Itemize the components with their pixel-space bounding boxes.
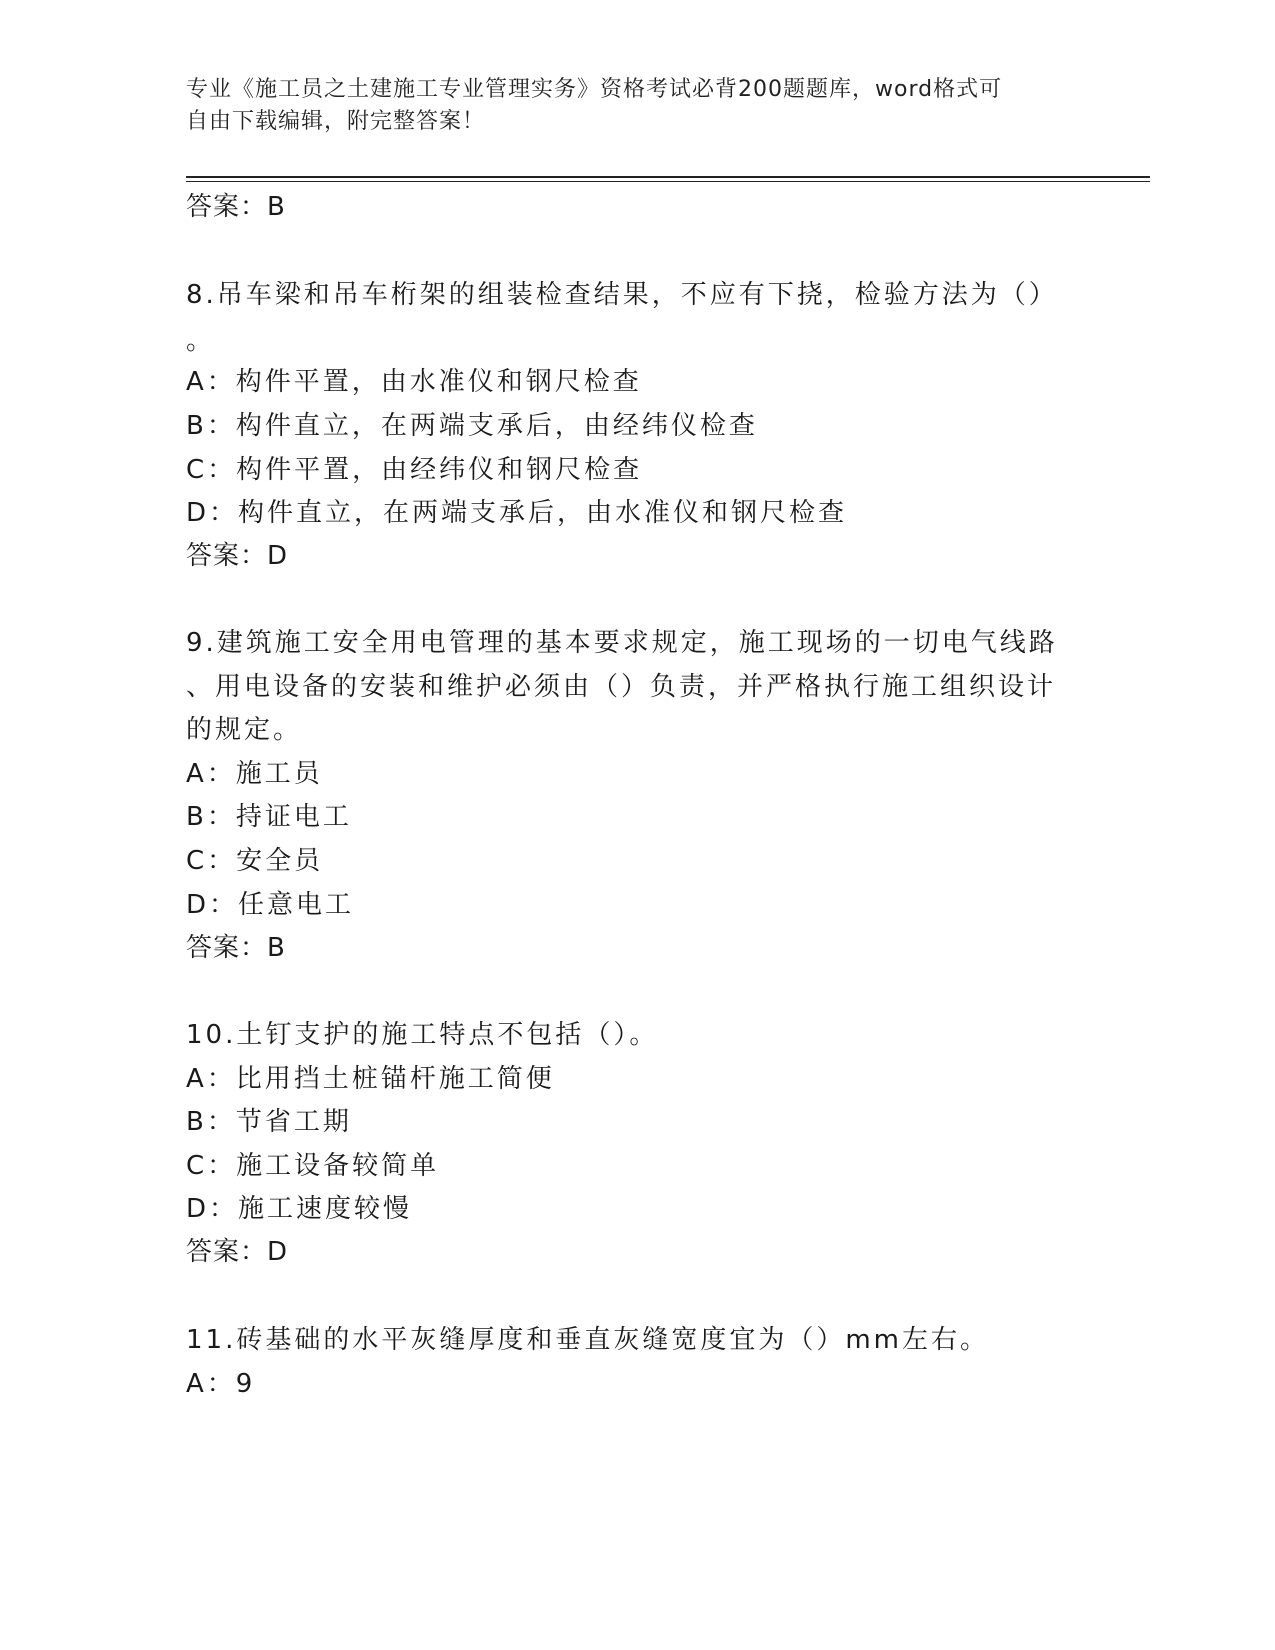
q8-stem-line-1: 8.吊车梁和吊车桁架的组装检查结果，不应有下挠，检验方法为（） xyxy=(186,280,1058,310)
q8-answer: 答案：D xyxy=(186,541,289,571)
q9-option-b: B：持证电工 xyxy=(186,802,352,832)
q10-option-d: D：施工速度较慢 xyxy=(186,1194,413,1224)
q10-option-a: A：比用挡土桩锚杆施工简便 xyxy=(186,1064,555,1094)
q8-option-b: B：构件直立，在两端支承后，由经纬仪检查 xyxy=(186,411,758,441)
q11-stem: 11.砖基础的水平灰缝厚度和垂直灰缝宽度宜为（）mm左右。 xyxy=(186,1325,990,1355)
q9-answer: 答案：B xyxy=(186,933,286,963)
answer-previous: 答案：B xyxy=(186,192,286,222)
q8-option-c: C：构件平置，由经纬仪和钢尺检查 xyxy=(186,455,643,485)
q9-stem-line-2: 、用电设备的安装和维护必须由（）负责，并严格执行施工组织设计 xyxy=(186,672,1057,702)
header-line-2: 自由下载编辑，附完整答案！ xyxy=(186,109,486,134)
q10-stem: 10.土钉支护的施工特点不包括（）。 xyxy=(186,1020,659,1050)
q9-option-d: D：任意电工 xyxy=(186,890,355,920)
q9-stem-line-1: 9.建筑施工安全用电管理的基本要求规定，施工现场的一切电气线路 xyxy=(186,628,1058,658)
q9-stem-line-3: 的规定。 xyxy=(186,715,303,745)
q9-option-c: C：安全员 xyxy=(186,846,324,876)
q8-option-a: A：构件平置，由水准仪和钢尺检查 xyxy=(186,367,642,397)
q8-option-d: D：构件直立，在两端支承后，由水准仪和钢尺检查 xyxy=(186,498,848,528)
q10-answer: 答案：D xyxy=(186,1237,289,1267)
document-header xyxy=(186,74,1066,138)
header-line-1: 专业《施工员之土建施工专业管理实务》资格考试必背200题题库，word格式可 xyxy=(186,77,1003,102)
q8-stem-line-2: 。 xyxy=(186,326,216,356)
q10-option-c: C：施工设备较简单 xyxy=(186,1151,440,1181)
header-divider-thin xyxy=(186,181,1150,182)
q11-option-a: A：9 xyxy=(186,1369,256,1399)
header-divider-thick xyxy=(186,176,1150,178)
q9-option-a: A：施工员 xyxy=(186,759,323,789)
q10-option-b: B：节省工期 xyxy=(186,1107,352,1137)
